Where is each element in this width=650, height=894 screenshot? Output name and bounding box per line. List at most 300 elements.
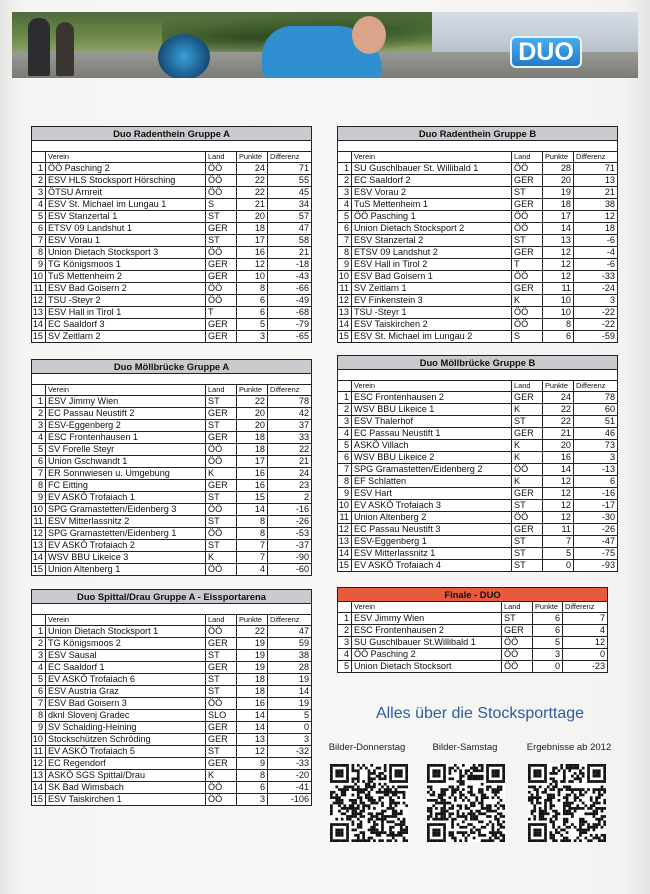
qr-module [357, 834, 360, 837]
land-cell: ÖÖ [512, 512, 543, 524]
difference-cell: 55 [268, 175, 312, 187]
column-header-differenz: Differenz [268, 615, 312, 626]
table-row [32, 444, 312, 456]
qr-module [550, 799, 553, 802]
qr-module [539, 831, 542, 834]
points-cell: 14 [237, 504, 268, 516]
qr-module [395, 823, 398, 826]
qr-module [403, 839, 406, 842]
land-cell: ÖÖ [502, 649, 533, 661]
qr-module [386, 788, 389, 791]
difference-cell: 47 [268, 626, 312, 638]
qr-module [533, 810, 536, 813]
points-cell: 18 [237, 444, 268, 456]
qr-module [489, 786, 492, 789]
difference-cell: 57 [268, 211, 312, 223]
qr-module [550, 788, 553, 791]
qr-module [368, 772, 371, 775]
table-row [338, 283, 618, 295]
qr-module [566, 818, 569, 821]
qr-code-samstag[interactable] [427, 764, 505, 842]
qr-module [395, 810, 398, 813]
qr-module [454, 788, 457, 791]
club-cell: ESV Vorau 1 [46, 235, 206, 247]
qr-module [478, 769, 481, 772]
club-cell: WSV BBU Likeice 3 [46, 552, 206, 564]
qr-module [338, 775, 341, 778]
qr-module [497, 812, 500, 815]
land-cell: ÖÖ [206, 456, 237, 468]
qr-module [544, 837, 547, 840]
club-cell: ESV Mitterlassnitz 2 [46, 516, 206, 528]
qr-module [470, 791, 473, 794]
qr-module [552, 794, 555, 797]
qr-module [574, 799, 577, 802]
qr-module [395, 775, 398, 778]
qr-module [432, 831, 435, 834]
qr-module [360, 823, 363, 826]
qr-module [563, 775, 566, 778]
qr-module [427, 829, 430, 832]
qr-module [595, 812, 598, 815]
spacer-row [32, 604, 312, 615]
difference-cell: 7 [563, 613, 608, 625]
table-row [32, 307, 312, 319]
qr-module [378, 839, 381, 842]
land-cell: GER [512, 392, 543, 404]
qr-module [373, 823, 376, 826]
qr-module [457, 812, 460, 815]
points-cell: 16 [237, 480, 268, 492]
difference-cell: 12 [563, 637, 608, 649]
difference-cell: 38 [268, 650, 312, 662]
qr-module [481, 767, 484, 770]
qr-module [395, 804, 398, 807]
difference-cell: 60 [574, 404, 618, 416]
qr-module [528, 769, 531, 772]
qr-module [568, 780, 571, 783]
qr-module [443, 775, 446, 778]
qr-code-ergebnisse[interactable] [528, 764, 606, 842]
qr-module [603, 791, 606, 794]
qr-module [432, 804, 435, 807]
points-cell: 6 [237, 307, 268, 319]
qr-module [392, 810, 395, 813]
qr-module [579, 794, 582, 797]
qr-module [550, 796, 553, 799]
qr-module [502, 807, 505, 810]
qr-code-donnerstag[interactable] [330, 764, 408, 842]
rank-cell: 6 [32, 223, 46, 235]
qr-module [492, 823, 495, 826]
qr-module [438, 780, 441, 783]
qr-module [539, 796, 542, 799]
club-cell: EV ASKÖ Trofaiach 6 [46, 674, 206, 686]
qr-module [470, 831, 473, 834]
qr-module [593, 772, 596, 775]
rank-cell: 4 [338, 649, 352, 661]
qr-module [435, 831, 438, 834]
qr-module [533, 780, 536, 783]
points-cell: 18 [543, 199, 574, 211]
rank-cell: 10 [32, 504, 46, 516]
qr-module [451, 812, 454, 815]
qr-module [489, 820, 492, 823]
qr-module [443, 791, 446, 794]
qr-module [555, 818, 558, 821]
qr-module [481, 783, 484, 786]
qr-module [384, 783, 387, 786]
qr-module [370, 772, 373, 775]
qr-module [440, 823, 443, 826]
qr-module [357, 839, 360, 842]
qr-module [528, 834, 531, 837]
qr-module [360, 815, 363, 818]
qr-module [338, 829, 341, 832]
points-cell: 19 [543, 187, 574, 199]
qr-module [593, 826, 596, 829]
qr-module [459, 796, 462, 799]
qr-module [357, 823, 360, 826]
qr-module [392, 826, 395, 829]
qr-module [563, 802, 566, 805]
qr-module [465, 826, 468, 829]
qr-module [349, 807, 352, 810]
qr-module [576, 788, 579, 791]
qr-module [555, 786, 558, 789]
qr-module [341, 780, 344, 783]
difference-cell: 2 [268, 492, 312, 504]
qr-module [531, 780, 534, 783]
qr-module [579, 777, 582, 780]
column-header-punkte: Punkte [237, 152, 268, 163]
qr-module [489, 804, 492, 807]
table-row [32, 319, 312, 331]
qr-module [528, 829, 531, 832]
column-header-verein: Verein [46, 385, 206, 396]
land-cell: ST [206, 396, 237, 408]
qr-module [330, 823, 333, 826]
qr-module [544, 807, 547, 810]
qr-module [566, 837, 569, 840]
land-cell: ST [512, 548, 543, 560]
qr-module [497, 788, 500, 791]
qr-module [443, 812, 446, 815]
land-cell: ÖÖ [512, 163, 543, 175]
qr-module [386, 820, 389, 823]
club-cell: ESV Hall in Tirol 1 [46, 307, 206, 319]
qr-module [563, 810, 566, 813]
table-row [338, 247, 618, 259]
qr-module [587, 777, 590, 780]
qr-module [368, 804, 371, 807]
qr-module [330, 780, 333, 783]
points-cell: 7 [543, 536, 574, 548]
qr-module [475, 810, 478, 813]
qr-module [330, 812, 333, 815]
club-cell: ESV-Eggenberg 1 [352, 536, 512, 548]
points-cell: 12 [543, 500, 574, 512]
club-cell: ESC Frontenhausen 1 [46, 432, 206, 444]
points-cell: 22 [237, 626, 268, 638]
land-cell: T [512, 259, 543, 271]
points-cell: 8 [543, 319, 574, 331]
qr-module [373, 783, 376, 786]
qr-module [338, 831, 341, 834]
promo-title: Alles über die Stocksporttage [375, 705, 585, 722]
qr-module [373, 829, 376, 832]
difference-cell: 51 [574, 416, 618, 428]
qr-module [541, 791, 544, 794]
land-cell: ST [502, 613, 533, 625]
qr-module [489, 815, 492, 818]
qr-module [430, 823, 433, 826]
rank-cell: 9 [32, 492, 46, 504]
difference-cell: -47 [574, 536, 618, 548]
qr-module [354, 788, 357, 791]
qr-module [451, 791, 454, 794]
club-cell: ESV Taiskirchen 1 [46, 794, 206, 806]
qr-module [470, 794, 473, 797]
qr-module [341, 812, 344, 815]
qr-module [462, 783, 465, 786]
qr-module [368, 839, 371, 842]
qr-module [494, 834, 497, 837]
qr-module [486, 810, 489, 813]
qr-module [346, 767, 349, 770]
qr-module [533, 823, 536, 826]
table-row [32, 283, 312, 295]
qr-module [384, 818, 387, 821]
land-cell: ÖÖ [512, 211, 543, 223]
column-header-differenz: Differenz [268, 385, 312, 396]
rank-cell: 15 [32, 564, 46, 576]
qr-module [454, 769, 457, 772]
table-row [32, 504, 312, 516]
land-cell: ÖÖ [206, 782, 237, 794]
column-header-rank [32, 615, 46, 626]
qr-module [341, 829, 344, 832]
qr-module [381, 820, 384, 823]
club-cell: EV ASKÖ Trofaiach 4 [352, 560, 512, 572]
qr-module [497, 820, 500, 823]
qr-module [552, 788, 555, 791]
qr-module [360, 802, 363, 805]
rank-cell: 2 [338, 404, 352, 416]
qr-module [360, 767, 363, 770]
qr-module [405, 764, 408, 767]
qr-module [384, 831, 387, 834]
qr-module [558, 769, 561, 772]
table-row [32, 187, 312, 199]
land-cell: ÖÖ [512, 307, 543, 319]
land-cell: GER [512, 175, 543, 187]
qr-module [370, 788, 373, 791]
qr-module [492, 796, 495, 799]
qr-module [533, 764, 536, 767]
qr-module [574, 826, 577, 829]
qr-module [343, 791, 346, 794]
land-cell: GER [206, 271, 237, 283]
qr-module [574, 777, 577, 780]
land-cell: ÖÖ [512, 319, 543, 331]
qr-module [427, 831, 430, 834]
group-title: Duo Möllbrücke Gruppe A [32, 360, 312, 374]
table-row [32, 564, 312, 576]
qr-module [497, 802, 500, 805]
points-cell: 3 [237, 794, 268, 806]
qr-module [587, 807, 590, 810]
qr-module [346, 839, 349, 842]
qr-module [360, 788, 363, 791]
land-cell: ÖÖ [512, 271, 543, 283]
qr-module [492, 791, 495, 794]
qr-module [338, 810, 341, 813]
qr-module [438, 769, 441, 772]
qr-module [430, 810, 433, 813]
qr-module [500, 786, 503, 789]
club-cell: EV ASKÖ Trofaiach 3 [352, 500, 512, 512]
qr-module [601, 815, 604, 818]
qr-module [558, 831, 561, 834]
qr-module [568, 767, 571, 770]
qr-module [405, 839, 408, 842]
difference-cell: -30 [574, 512, 618, 524]
qr-module [593, 810, 596, 813]
qr-module [378, 831, 381, 834]
qr-module [357, 796, 360, 799]
table-row [338, 235, 618, 247]
qr-module [346, 807, 349, 810]
table-row [32, 235, 312, 247]
qr-module [486, 807, 489, 810]
qr-module [465, 772, 468, 775]
table-row [338, 416, 618, 428]
qr-module [555, 829, 558, 832]
qr-module [579, 826, 582, 829]
rank-cell: 9 [338, 488, 352, 500]
qr-module [389, 788, 392, 791]
qr-module [443, 788, 446, 791]
column-header-verein: Verein [352, 602, 502, 613]
qr-module [330, 775, 333, 778]
qr-module [354, 777, 357, 780]
qr-module [492, 769, 495, 772]
qr-module [533, 788, 536, 791]
qr-module [381, 831, 384, 834]
qr-module [470, 815, 473, 818]
qr-module [381, 829, 384, 832]
difference-cell: 0 [563, 649, 608, 661]
points-cell: 22 [237, 396, 268, 408]
qr-module [395, 764, 398, 767]
qr-module [403, 794, 406, 797]
qr-module [603, 769, 606, 772]
qr-module [473, 812, 476, 815]
land-cell: ST [512, 536, 543, 548]
qr-module [478, 812, 481, 815]
club-cell: SV Zeitlarn 1 [352, 283, 512, 295]
difference-cell: -18 [268, 259, 312, 271]
header-row [32, 615, 312, 626]
qr-module [368, 780, 371, 783]
difference-cell: 21 [268, 456, 312, 468]
qr-module [376, 829, 379, 832]
qr-module [500, 812, 503, 815]
qr-module [533, 769, 536, 772]
qr-module [457, 786, 460, 789]
qr-module [552, 786, 555, 789]
club-cell: ÖÖ Pasching 2 [352, 649, 502, 661]
table-row [32, 528, 312, 540]
qr-module [486, 804, 489, 807]
qr-module [582, 788, 585, 791]
qr-module [486, 777, 489, 780]
qr-module [370, 831, 373, 834]
qr-module [486, 767, 489, 770]
qr-module [533, 818, 536, 821]
qr-module [354, 834, 357, 837]
qr-module [346, 788, 349, 791]
difference-cell: -33 [268, 758, 312, 770]
qr-module [603, 788, 606, 791]
qr-module [330, 794, 333, 797]
rank-cell: 1 [338, 163, 352, 175]
column-header-differenz: Differenz [574, 152, 618, 163]
qr-module [502, 772, 505, 775]
qr-module [531, 786, 534, 789]
qr-module [584, 812, 587, 815]
land-cell: GER [206, 638, 237, 650]
qr-module [566, 810, 569, 813]
qr-module [568, 786, 571, 789]
club-cell: ESV-Eggenberg 2 [46, 420, 206, 432]
rank-cell: 15 [338, 331, 352, 343]
qr-module [440, 788, 443, 791]
points-cell: 12 [237, 259, 268, 271]
rank-cell: 15 [338, 560, 352, 572]
qr-module [544, 818, 547, 821]
qr-module [389, 764, 392, 767]
qr-module [400, 812, 403, 815]
qr-module [400, 823, 403, 826]
qr-module [473, 815, 476, 818]
club-cell: ESV Hart [352, 488, 512, 500]
table-row [338, 452, 618, 464]
qr-module [494, 815, 497, 818]
qr-module [397, 834, 400, 837]
difference-cell: -106 [268, 794, 312, 806]
qr-module [528, 799, 531, 802]
qr-module [470, 802, 473, 805]
qr-module [352, 788, 355, 791]
qr-module [483, 794, 486, 797]
table-row [32, 468, 312, 480]
qr-module [427, 791, 430, 794]
qr-module [533, 807, 536, 810]
qr-module [544, 777, 547, 780]
qr-module [531, 802, 534, 805]
qr-module [465, 839, 468, 842]
rank-cell: 13 [32, 770, 46, 782]
qr-module [449, 834, 452, 837]
club-cell: SK Bad Wimsbach [46, 782, 206, 794]
difference-cell: -43 [268, 271, 312, 283]
qr-module [432, 839, 435, 842]
qr-module [373, 769, 376, 772]
rank-cell: 12 [32, 758, 46, 770]
qr-module [370, 826, 373, 829]
